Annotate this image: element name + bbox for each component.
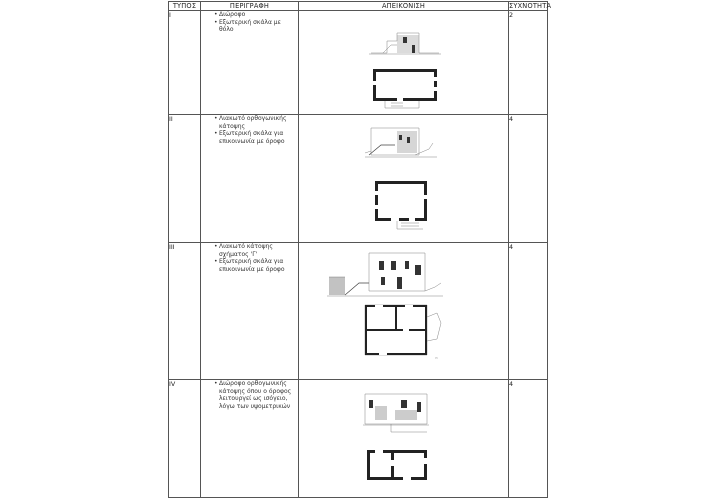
table-row [169, 115, 548, 243]
header-illustration: ΑΠΕΙΚΟΝΙΣΗ [299, 2, 509, 11]
frequency-cell: 4 [509, 115, 548, 243]
table-row [169, 11, 548, 115]
description-cell [201, 380, 299, 498]
house-sketch-image [299, 243, 509, 380]
illustration-cell [299, 380, 509, 498]
list-item: • Διώροφο [201, 11, 294, 19]
typology-table [168, 1, 552, 498]
frequency-cell: 4 [509, 380, 548, 498]
frequency-cell: 4 [509, 243, 548, 380]
list-item: • Λιακωτό ορθογωνικής κάτοψης [201, 115, 294, 130]
elevation-drawing [365, 128, 437, 157]
plan-drawing [367, 450, 427, 480]
plan-drawing [375, 181, 427, 229]
house-sketch-image [299, 11, 509, 115]
plan-drawing [365, 305, 441, 360]
description-list [201, 11, 298, 34]
frequency-cell: 2 [509, 11, 548, 115]
elevation-drawing [369, 33, 441, 54]
illustration-cell [299, 243, 509, 380]
list-item: • Λιακωτό κάτοψης σχήματος 'Γ' [201, 243, 294, 258]
description-list [201, 380, 298, 410]
header-type: ΤΥΠΟΣ [169, 2, 201, 11]
elevation-drawing [363, 394, 429, 432]
type-cell: III [169, 243, 201, 380]
description-cell [201, 115, 299, 243]
list-item: • Εξωτερική σκάλα για επικοινωνία με όροφο [201, 258, 294, 273]
header-row [169, 2, 548, 11]
type-cell: IV [169, 380, 201, 498]
elevation-drawing [327, 253, 443, 296]
plan-drawing [373, 69, 437, 108]
header-frequency: ΣΥΧΝΟΤΗΤΑ [509, 2, 552, 10]
description-cell [201, 243, 299, 380]
list-item: • Διώροφο ορθογωνικής κάτοψης όπου ο όροφος λειτουργεί ως ισόγειο, λόγω των υψομετρικών [201, 380, 294, 410]
list-item: • Εξωτερική σκάλα με θόλο [201, 19, 294, 34]
type-cell: II [169, 115, 201, 243]
description-list [201, 115, 298, 145]
list-item: • Εξωτερική σκάλα για επικοινωνία με όροφο [201, 130, 294, 145]
illustration-cell [299, 11, 509, 115]
type-cell: I [169, 11, 201, 115]
header-description: ΠΕΡΙΓΡΑΦΗ [201, 2, 299, 11]
svg-text:▭: ▭ [435, 356, 438, 360]
illustration-cell [299, 115, 509, 243]
table-row [169, 380, 548, 498]
description-cell [201, 11, 299, 115]
table-row [169, 243, 548, 380]
house-sketch-image [299, 380, 509, 498]
house-sketch-image [299, 115, 509, 243]
description-list [201, 243, 298, 273]
